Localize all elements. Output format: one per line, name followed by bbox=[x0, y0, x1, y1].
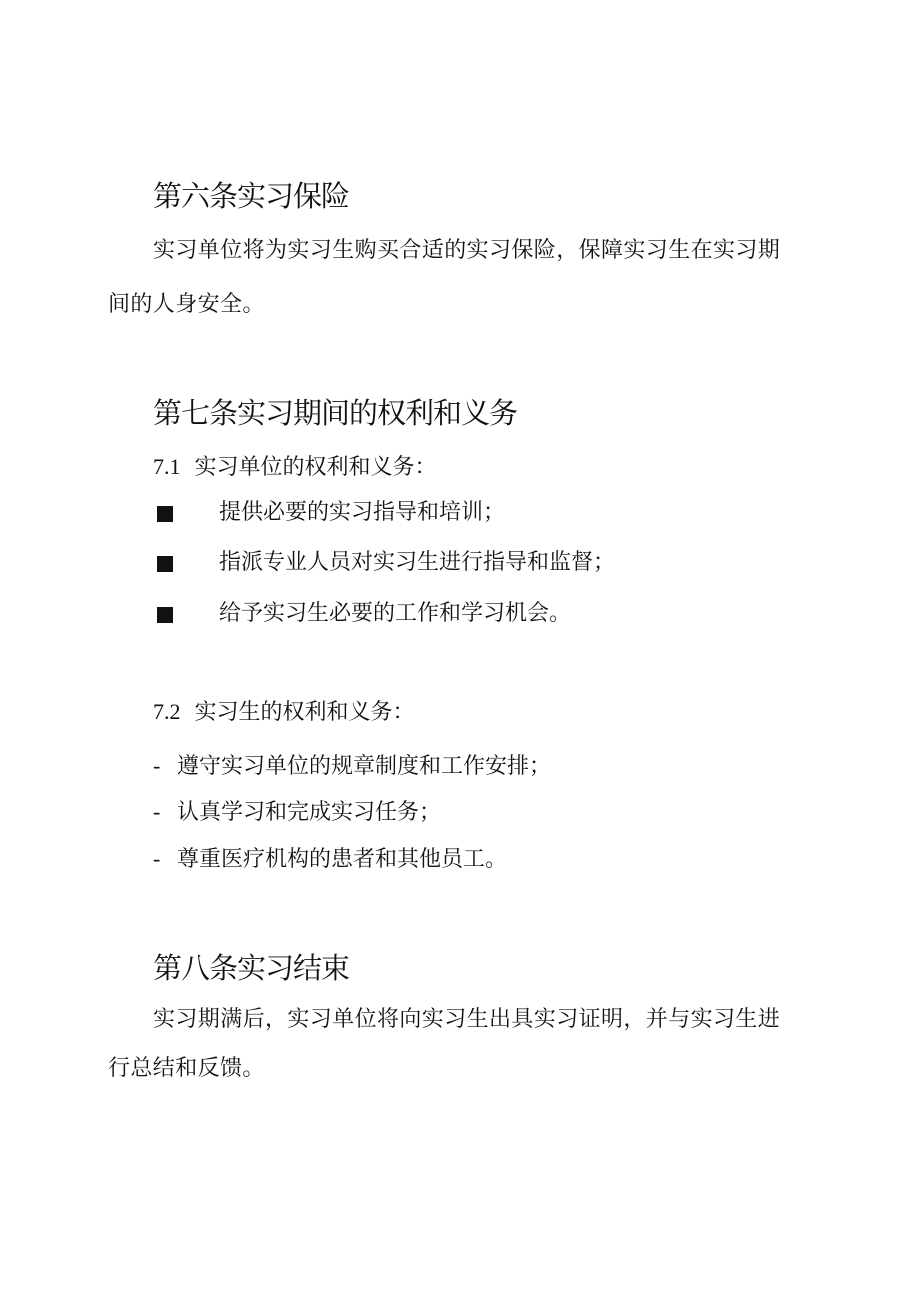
square-bullet-icon bbox=[157, 506, 173, 522]
section-8-title: 第八条实习结束 bbox=[153, 951, 350, 985]
dash-bullet: - bbox=[153, 799, 161, 824]
section-6-paragraph-line-1: 实习单位将为实习生购买合适的实习保险，保障实习生在实习期 bbox=[153, 238, 781, 263]
dash-bullet: - bbox=[153, 846, 161, 871]
list-item bbox=[153, 797, 441, 828]
list-item-text: 指派专业人员对实习生进行指导和监督； bbox=[219, 550, 616, 575]
dash-bullet: - bbox=[153, 753, 161, 778]
section-8-paragraph-line-1: 实习期满后，实习单位将向实习生出具实习证明，并与实习生进 bbox=[153, 1007, 781, 1032]
list-item bbox=[153, 751, 551, 782]
list-item-text: 提供必要的实习指导和培训； bbox=[219, 500, 506, 525]
subsection-7-1-number: 7.1 bbox=[153, 454, 181, 479]
subsection-7-2-label: 实习生的权利和义务： bbox=[194, 700, 415, 725]
section-6-title: 第六条实习保险 bbox=[153, 179, 350, 213]
section-6-paragraph-line-2: 间的人身安全。 bbox=[108, 292, 265, 317]
list-item-text: 遵守实习单位的规章制度和工作安排； bbox=[177, 754, 552, 779]
subsection-7-1-heading bbox=[153, 452, 437, 483]
list-item bbox=[153, 844, 507, 875]
list-item-text: 尊重医疗机构的患者和其他员工。 bbox=[177, 847, 508, 872]
subsection-7-1-label: 实习单位的权利和义务： bbox=[194, 455, 437, 480]
list-item-text: 认真学习和完成实习任务； bbox=[177, 800, 442, 825]
section-7-title: 第七条实习期间的权利和义务 bbox=[153, 396, 518, 430]
square-bullet-icon bbox=[157, 556, 173, 572]
square-bullet-icon bbox=[157, 607, 173, 623]
section-8-paragraph-line-2: 行总结和反馈。 bbox=[108, 1056, 265, 1081]
list-item-text: 给予实习生必要的工作和学习机会。 bbox=[219, 601, 572, 626]
subsection-7-2-number: 7.2 bbox=[153, 699, 181, 724]
subsection-7-2-heading bbox=[153, 697, 415, 728]
